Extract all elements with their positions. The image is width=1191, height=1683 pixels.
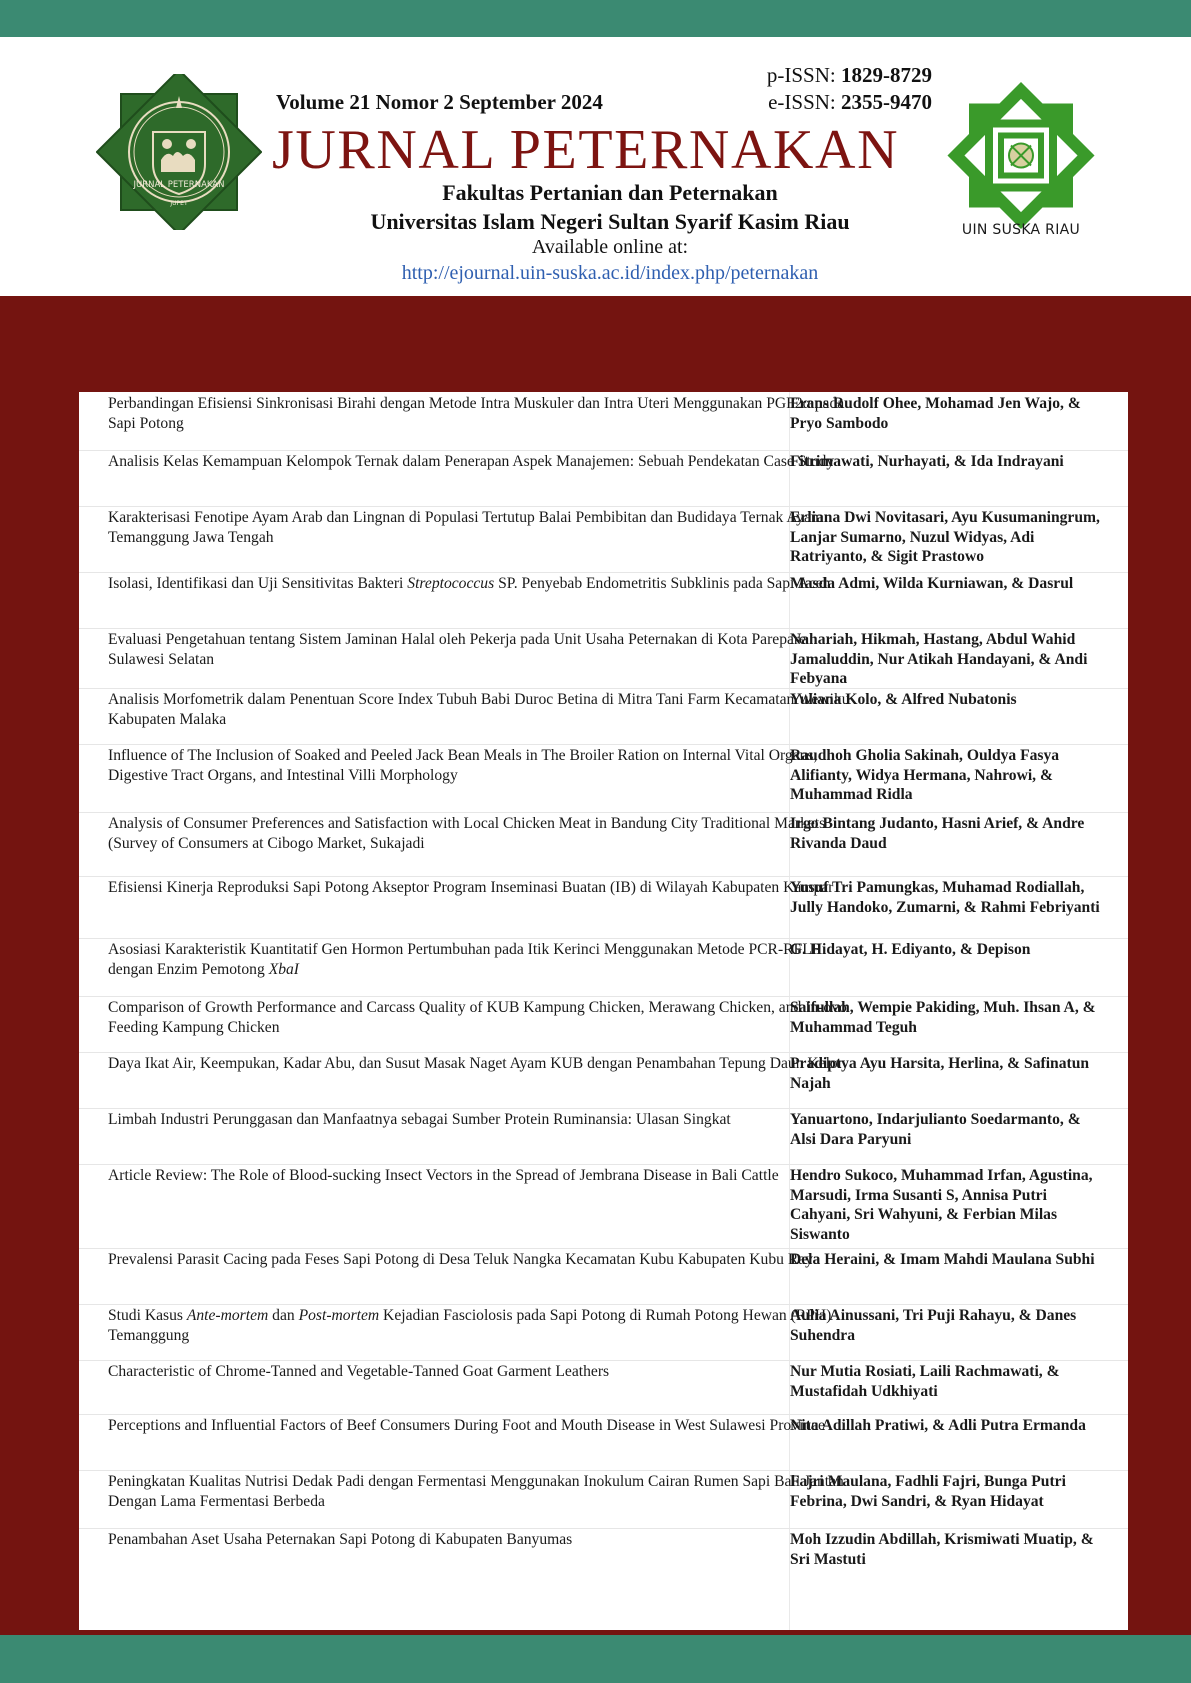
journal-logo-small-text: JUPET	[170, 200, 188, 207]
article-row[interactable]	[79, 450, 1128, 507]
article-authors: Hendro Sukoco, Muhammad Irfan, Agustina, Marsudi, Irma Susanti S, Annisa Putri Cahyani, Sri Wahyuni, & Ferbian Milas Siswanto	[790, 1167, 1093, 1243]
article-row[interactable]	[79, 1164, 1128, 1249]
article-title: Isolasi, Identifikasi dan Uji Sensitivitas Bakteri Streptococcus SP. Penyebab Endometritis Subklinis pada Sapi Aceh	[108, 575, 831, 592]
article-authors: Masda Admi, Wilda Kurniawan, & Dasrul	[790, 575, 1074, 592]
journal-logo-text: JURNAL PETERNAKAN	[133, 180, 225, 190]
article-authors: Irgo Bintang Judanto, Hasni Arief, & Andre Rivanda Daud	[790, 815, 1085, 852]
article-authors: G. Hidayat, H. Ediyanto, & Depison	[790, 941, 1031, 958]
article-title: Influence of The Inclusion of Soaked and Peeled Jack Bean Meals in The Broiler Ration on Internal Vital Organs, Digestive Tract Organs, and Intestinal Villi Morphology	[108, 747, 818, 784]
article-row[interactable]	[79, 1248, 1128, 1305]
article-authors: Erliana Dwi Novitasari, Ayu Kusumaningrum, Lanjar Sumarno, Nuzul Widyas, Adi Ratriyanto, & Sigit Prastowo	[790, 509, 1100, 565]
article-row[interactable]	[79, 1470, 1128, 1529]
article-row[interactable]	[79, 688, 1128, 745]
article-title: Prevalensi Parasit Cacing pada Feses Sapi Potong di Desa Teluk Nangka Kecamatan Kubu Kabupaten Kubu Raya	[108, 1251, 820, 1268]
article-row[interactable]	[79, 1360, 1128, 1415]
article-authors: Nur Mutia Rosiati, Laili Rachmawati, & Mustafidah Udkhiyati	[790, 1363, 1060, 1400]
article-row[interactable]	[79, 744, 1128, 813]
article-title: Analisis Kelas Kemampuan Kelompok Ternak dalam Penerapan Aspek Manajemen: Sebuah Pendekatan Case Study	[108, 453, 835, 470]
article-authors: Nahariah, Hikmah, Hastang, Abdul Wahid Jamaluddin, Nur Atikah Handayani, & Andi Febyana	[790, 631, 1088, 687]
article-authors: Yuliana Kolo, & Alfred Nubatonis	[790, 691, 1017, 708]
bottom-color-band	[0, 1635, 1191, 1683]
journal-logo	[96, 74, 262, 230]
article-title: Penambahan Aset Usaha Peternakan Sapi Potong di Kabupaten Banyumas	[108, 1531, 573, 1548]
article-row[interactable]	[79, 572, 1128, 629]
article-authors: Fitrimawati, Nurhayati, & Ida Indrayani	[790, 453, 1064, 470]
article-row[interactable]	[79, 506, 1128, 573]
article-row[interactable]	[79, 938, 1128, 997]
article-title: Comparison of Growth Performance and Carcass Quality of KUB Kampung Chicken, Merawang Chicken, and In-ovo Feeding Kampung Chicken	[108, 999, 847, 1036]
article-row[interactable]	[79, 996, 1128, 1053]
article-title: Perceptions and Influential Factors of Beef Consumers During Foot and Mouth Disease in West Sulawesi Province	[108, 1417, 825, 1434]
article-row[interactable]	[79, 1528, 1128, 1630]
article-title: Article Review: The Role of Blood-sucking Insect Vectors in the Spread of Jembrana Disease in Bali Cattle	[108, 1167, 779, 1184]
article-title: Studi Kasus Ante-mortem dan Post-mortem Kejadian Fasciolosis pada Sapi Potong di Rumah Potong Hewan (RPH) Temanggung	[108, 1307, 832, 1344]
table-of-contents	[79, 392, 1128, 1630]
article-title: Efisiensi Kinerja Reproduksi Sapi Potong Akseptor Program Inseminasi Buatan (IB) di Wilayah Kabupaten Kampar	[108, 879, 834, 896]
article-authors: Pradiptya Ayu Harsita, Herlina, & Safinatun Najah	[790, 1055, 1090, 1092]
article-title: Karakterisasi Fenotipe Ayam Arab dan Lingnan di Populasi Tertutup Balai Pembibitan dan Budidaya Ternak Ayam Temanggung Jawa Tengah	[108, 509, 824, 546]
volume-issue: Volume 21 Nomor 2 September 2024	[276, 90, 603, 114]
article-authors: Raudhoh Gholia Sakinah, Ouldya Fasya Alifianty, Widya Hermana, Nahrowi, & Muhammad Ridla	[790, 747, 1060, 803]
uin-suska-label: UIN SUSKA RIAU	[961, 222, 1081, 238]
e-issn: e-ISSN: 2355-9470	[768, 90, 932, 114]
issn-block	[740, 62, 932, 116]
article-title: Perbandingan Efisiensi Sinkronisasi Birahi dengan Metode Intra Muskuler dan Intra Uteri Menggunakan PGF2α pada Sapi Potong	[108, 395, 845, 432]
article-title: Asosiasi Karakteristik Kuantitatif Gen Hormon Pertumbuhan pada Itik Kerinci Menggunakan Metode PCR-RFLP dengan Enzim Pemotong XbaI	[108, 941, 820, 978]
article-title: Peningkatan Kualitas Nutrisi Dedak Padi dengan Fermentasi Menggunakan Inokulum Cairan Rumen Sapi Bali Jantan Dengan Lama Fermentasi Berbeda	[108, 1473, 844, 1510]
article-row[interactable]	[79, 812, 1128, 877]
article-row[interactable]	[79, 1304, 1128, 1361]
article-authors: Yusuf Tri Pamungkas, Muhamad Rodiallah, Jully Handoko, Zumarni, & Rahmi Febriyanti	[790, 879, 1100, 916]
article-authors: Dela Heraini, & Imam Mahdi Maulana Subhi	[790, 1251, 1095, 1268]
article-title: Characteristic of Chrome-Tanned and Vegetable-Tanned Goat Garment Leathers	[108, 1363, 610, 1380]
journal-url-link[interactable]: http://ejournal.uin-suska.ac.id/index.php/peternakan	[401, 262, 819, 284]
article-title: Evaluasi Pengetahuan tentang Sistem Jaminan Halal oleh Pekerja pada Unit Usaha Peternakan di Kota Parepare Sulawesi Selatan	[108, 631, 807, 668]
article-row[interactable]	[79, 392, 1128, 451]
article-title: Daya Ikat Air, Keempukan, Kadar Abu, dan Susut Masak Naget Ayam KUB dengan Penambahan Tepung Daun Kelor	[108, 1055, 843, 1072]
article-authors: Saifullah, Wempie Pakiding, Muh. Ihsan A, & Muhammad Teguh	[790, 999, 1096, 1036]
article-row[interactable]	[79, 1052, 1128, 1109]
article-row[interactable]	[79, 628, 1128, 689]
article-authors: Moh Izzudin Abdillah, Krismiwati Muatip, & Sri Mastuti	[790, 1531, 1094, 1568]
faculty-name: Fakultas Pertanian dan Peternakan	[442, 180, 778, 205]
available-online-label: Available online at:	[531, 236, 689, 258]
article-title: Analysis of Consumer Preferences and Satisfaction with Local Chicken Meat in Bandung City Traditional Markets (Survey of Consumers at Cibogo Market, Sukajadi	[108, 815, 826, 852]
article-title: Analisis Morfometrik dalam Penentuan Score Index Tubuh Babi Duroc Betina di Mitra Tani Farm Kecamatan Wewiku Kabupaten Malaka	[108, 691, 850, 728]
top-color-band	[0, 0, 1191, 37]
journal-title: JURNAL PETERNAKAN	[272, 119, 900, 181]
p-issn: p-ISSN: 1829-8729	[766, 63, 932, 87]
university-name: Universitas Islam Negeri Sultan Syarif Kasim Riau	[370, 209, 850, 234]
article-authors: Frans Rudolf Ohee, Mohamad Jen Wajo, & Pryo Sambodo	[790, 395, 1081, 432]
article-row[interactable]	[79, 1414, 1128, 1471]
article-row[interactable]	[79, 1108, 1128, 1165]
article-authors: Aulia Ainussani, Tri Puji Rahayu, & Danes Suhendra	[790, 1307, 1077, 1344]
article-authors: Yanuartono, Indarjulianto Soedarmanto, & Alsi Dara Paryuni	[790, 1111, 1081, 1148]
article-authors: Fajri Maulana, Fadhli Fajri, Bunga Putri Febrina, Dwi Sandri, & Ryan Hidayat	[790, 1473, 1066, 1510]
article-authors: Nita Adillah Pratiwi, & Adli Putra Ermanda	[790, 1417, 1086, 1434]
article-row[interactable]	[79, 876, 1128, 939]
article-title: Limbah Industri Perunggasan dan Manfaatnya sebagai Sumber Protein Ruminansia: Ulasan Singkat	[108, 1111, 731, 1128]
